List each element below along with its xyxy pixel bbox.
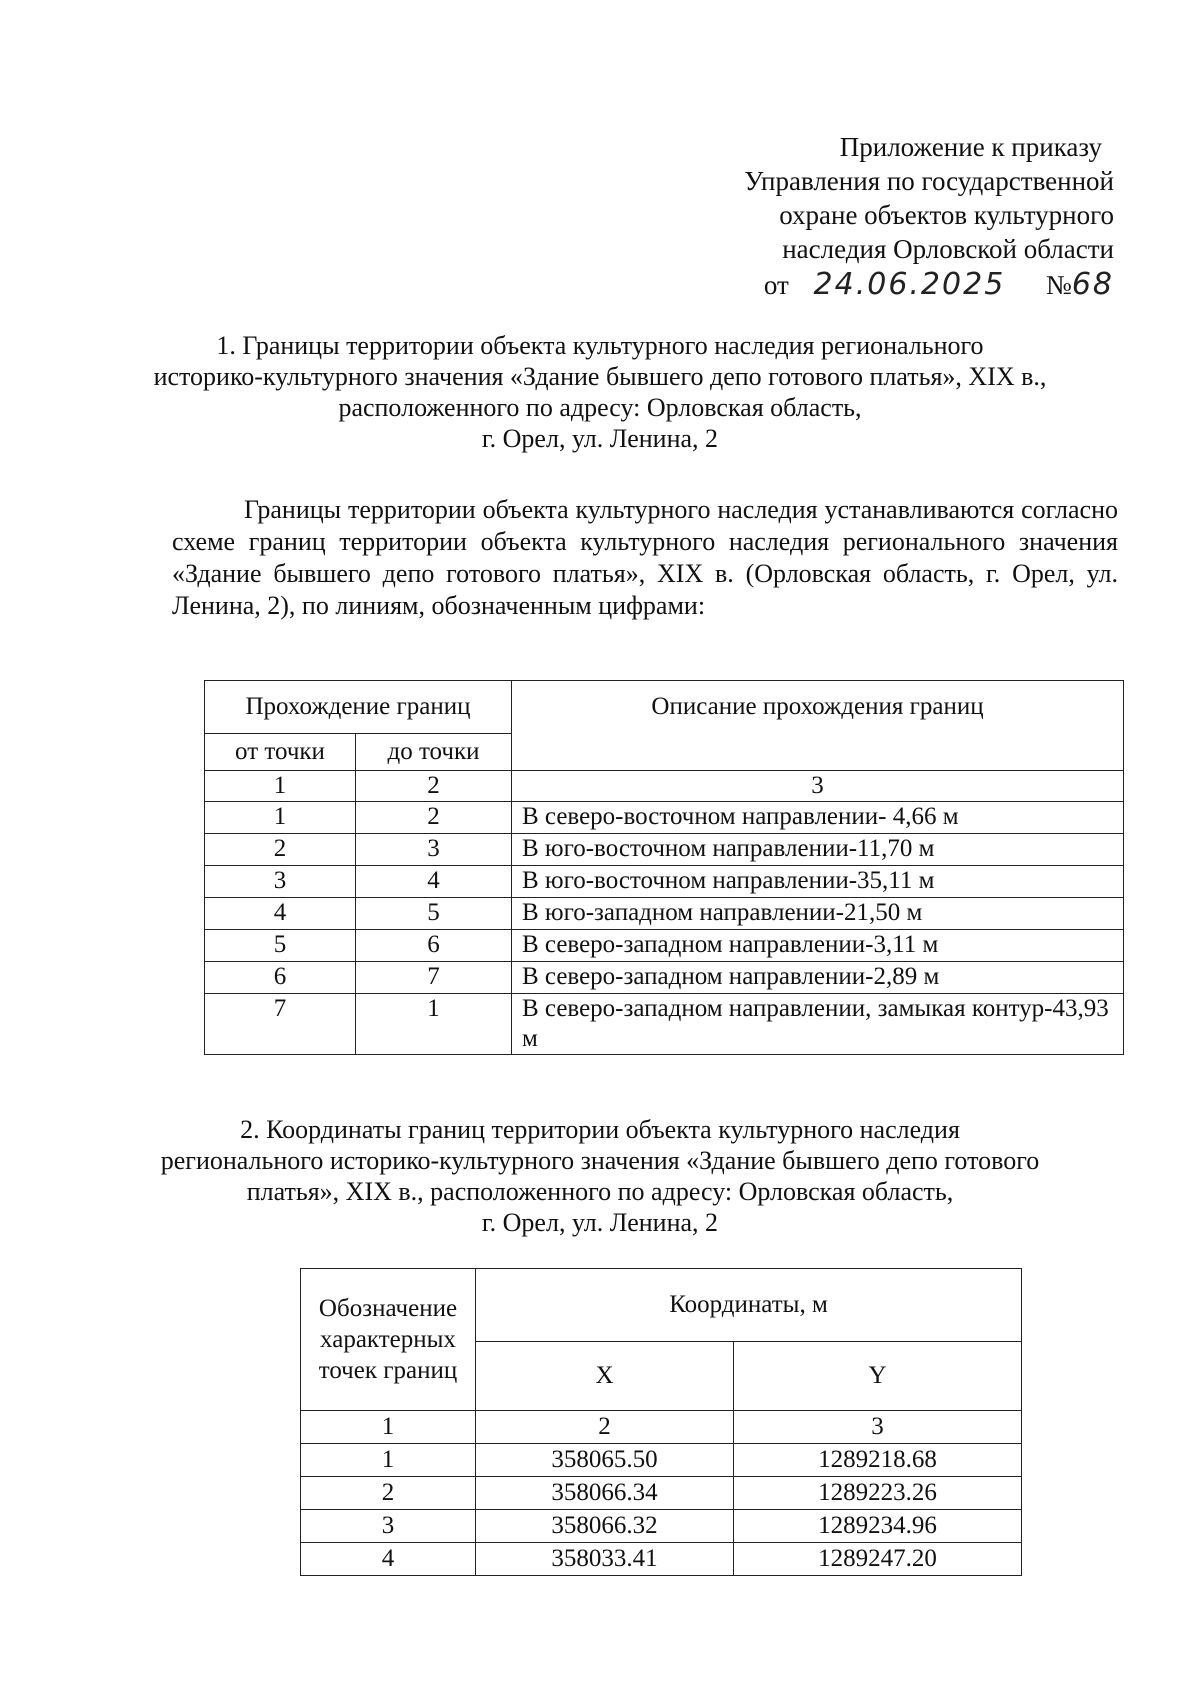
coordinate-x: 358066.32: [476, 1510, 734, 1543]
coordinate-y: 1289234.96: [733, 1510, 1021, 1543]
header-y: Y: [733, 1342, 1021, 1411]
date-prefix: от: [763, 270, 789, 300]
boundary-description: В северо-восточном направлении- 4,66 м: [512, 802, 1124, 834]
section-1-paragraph: [172, 494, 1118, 622]
coordinate-y: 1289247.20: [733, 1543, 1021, 1576]
table-row: [205, 834, 1124, 866]
column-number: 2: [476, 1411, 734, 1444]
table-row: [205, 994, 1124, 1055]
title-line: г. Орел, ул. Ленина, 2: [481, 424, 719, 453]
header-x: X: [476, 1342, 734, 1411]
coordinate-y: 1289223.26: [733, 1477, 1021, 1510]
table-row: [301, 1444, 1022, 1477]
header-line: наследия Орловской области: [782, 234, 1114, 264]
title-line: регионального историко-культурного значения «Здание бывшего депо готового: [160, 1146, 1040, 1175]
from-point: 6: [205, 962, 356, 994]
boundary-description: В юго-западном направлении-21,50 м: [512, 898, 1124, 930]
boundary-description: В юго-восточном направлении-11,70 м: [512, 834, 1124, 866]
column-number: 1: [205, 771, 356, 802]
to-point: 2: [356, 802, 512, 834]
to-point: 1: [356, 994, 512, 1055]
header-line: Управления по государственной: [744, 166, 1114, 196]
point-number: 2: [301, 1477, 476, 1510]
coordinate-x: 358033.41: [476, 1543, 734, 1576]
to-point: 7: [356, 962, 512, 994]
handwritten-date: 24.06.2025: [813, 267, 1006, 302]
boundary-description: В северо-западном направлении-2,89 м: [512, 962, 1124, 994]
title-line: г. Орел, ул. Ленина, 2: [481, 1208, 719, 1237]
from-point: 7: [205, 994, 356, 1055]
header-description: Описание прохождения границ: [512, 681, 1124, 771]
coordinate-y: 1289218.68: [733, 1444, 1021, 1477]
point-number: 1: [301, 1444, 476, 1477]
coordinate-x: 358065.50: [476, 1444, 734, 1477]
coordinate-x: 358066.34: [476, 1477, 734, 1510]
section-1-title: [150, 330, 1050, 454]
table-row: [205, 802, 1124, 834]
appendix-header: [744, 130, 1114, 302]
coordinates-table: [300, 1268, 1022, 1576]
to-point: 6: [356, 930, 512, 962]
section-2-title: [150, 1114, 1050, 1238]
title-line: платья», XIX в., расположенного по адресу: Орловская область,: [246, 1177, 954, 1206]
table-row: [301, 1477, 1022, 1510]
header-group: Прохождение границ: [205, 681, 512, 734]
from-point: 2: [205, 834, 356, 866]
column-number: 3: [733, 1411, 1021, 1444]
table-row: [205, 930, 1124, 962]
boundary-description: В северо-западном направлении, замыкая контур-43,93 м: [512, 994, 1124, 1055]
borders-table: [204, 680, 1124, 1055]
column-number: 1: [301, 1411, 476, 1444]
number-label: №: [1046, 270, 1072, 300]
table-row: [301, 1543, 1022, 1576]
header-line: охране объектов культурного: [779, 200, 1114, 230]
from-point: 4: [205, 898, 356, 930]
from-point: 1: [205, 802, 356, 834]
table-row: [205, 866, 1124, 898]
handwritten-number: 68: [1071, 267, 1114, 302]
header-from-point: от точки: [205, 734, 356, 771]
title-line: 1. Границы территории объекта культурного наследия регионального: [216, 331, 984, 360]
to-point: 3: [356, 834, 512, 866]
table-row: [205, 898, 1124, 930]
header-to-point: до точки: [356, 734, 512, 771]
title-line: расположенного по адресу: Орловская область,: [338, 393, 862, 422]
header-coordinates: Координаты, м: [476, 1269, 1022, 1342]
header-point-designation: Обозначение характерных точек границ: [301, 1269, 476, 1411]
table-row: [301, 1510, 1022, 1543]
header-line: Приложение к приказу: [839, 132, 1102, 162]
point-number: 4: [301, 1543, 476, 1576]
boundary-description: В юго-восточном направлении-35,11 м: [512, 866, 1124, 898]
order-date-line: [744, 268, 1114, 302]
column-number: 3: [512, 771, 1124, 802]
title-line: историко-культурного значения «Здание бывшего депо готового платья», XIX в.,: [153, 362, 1047, 391]
to-point: 4: [356, 866, 512, 898]
table-row: [205, 962, 1124, 994]
column-number: 2: [356, 771, 512, 802]
boundary-description: В северо-западном направлении-3,11 м: [512, 930, 1124, 962]
paragraph-text: Границы территории объекта культурного наследия устанавливаются согласно схеме границ территории объекта культурного наследия регионального значения «Здание бывшего депо готового платья», XIX в. (Орловская область, г. Орел, ул. Ленина, 2), по линиям, обозначенным цифрами:: [172, 495, 1118, 620]
from-point: 5: [205, 930, 356, 962]
from-point: 3: [205, 866, 356, 898]
point-number: 3: [301, 1510, 476, 1543]
to-point: 5: [356, 898, 512, 930]
title-line: 2. Координаты границ территории объекта культурного наследия: [240, 1115, 960, 1144]
